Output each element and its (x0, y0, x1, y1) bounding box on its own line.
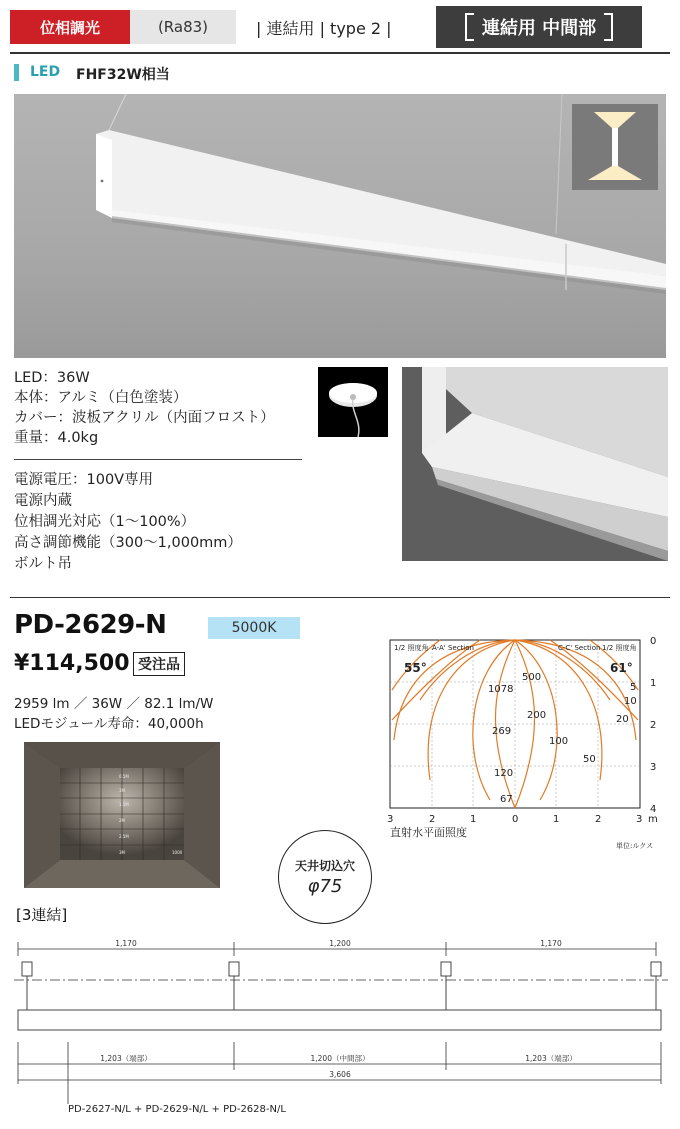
room-lux-label: 1000 (172, 850, 183, 855)
connection-diagram (6, 934, 676, 1129)
canopy-photo (318, 367, 388, 437)
y-tick: 4 (650, 804, 657, 815)
x-tick: 1 (553, 814, 560, 825)
y-tick: 3 (650, 762, 657, 773)
order-badge: 受注品 (133, 652, 185, 676)
polar-right-section: C-C' Section (558, 644, 601, 652)
polar-value: 1078 (488, 684, 514, 695)
type-text: | 連結用 | type 2 | (256, 19, 392, 38)
spec-line: 電源内蔵 (14, 493, 72, 509)
spec-line: カバー：波板アクリル（内面フロスト） (14, 410, 275, 426)
connection-label: [3連結] (16, 906, 68, 924)
connection-badge (436, 6, 642, 48)
bracket-right-icon (604, 13, 613, 41)
room-label: 1.5M (119, 802, 129, 807)
spec-line: 本体：アルミ（白色塗装） (14, 390, 188, 406)
polar-right-angle: 61° (610, 661, 633, 675)
spec-line: ボルト吊 (14, 556, 72, 572)
polar-value: 20 (616, 714, 629, 725)
divider (10, 597, 670, 598)
polar-value: 200 (527, 710, 547, 721)
room-label: 1M (119, 788, 125, 793)
polar-value: 10 (624, 696, 637, 707)
spec-list-1 (14, 368, 275, 448)
spec-list-2 (14, 470, 242, 575)
polar-value: 100 (549, 736, 569, 747)
spec-line: 位相調光対応（1～100%） (14, 514, 196, 530)
spec-line: 電源電圧：100V専用 (14, 472, 154, 488)
dim-top: 1,170 (115, 939, 137, 948)
y-tick: 0 (650, 636, 657, 647)
dim-bottom: 1,200（中間部） (310, 1054, 370, 1063)
polar-value: 500 (522, 672, 542, 683)
polar-value: 269 (492, 726, 512, 737)
led-label: LED (30, 64, 61, 80)
x-tick: 3 (636, 814, 643, 825)
room-illumination-image (24, 742, 220, 888)
room-label: 2.5M (119, 834, 129, 839)
unit-note: 単位:ルクス (616, 842, 654, 850)
cutout-label: 天井切込穴 (294, 859, 355, 873)
efficiency: 2959 lm ／ 36W ／ 82.1 lm/W (14, 696, 214, 712)
cct-badge: 5000K (208, 617, 300, 639)
polar-right-header: 1/2 照度角 (602, 644, 637, 652)
spec-line: 高さ調節機能（300～1,000mm） (14, 535, 242, 551)
polar-value: 67 (500, 794, 513, 805)
dimming-tag: 位相調光 (10, 10, 130, 44)
ra-tag: (Ra83) (130, 10, 236, 44)
polar-left-section: A-A' Section (432, 644, 474, 652)
x-unit: m (648, 814, 658, 825)
dim-total: 3,606 (329, 1070, 351, 1079)
x-tick: 1 (470, 814, 477, 825)
room-label: 0.5M (119, 774, 129, 779)
led-life: LEDモジュール寿命：40,000h (14, 716, 204, 732)
room-label: 3M (119, 850, 125, 855)
y-tick: 2 (650, 720, 657, 731)
polar-left-header: 1/2 照度角 (394, 644, 429, 652)
cutout-size: φ75 (307, 876, 343, 897)
bracket-left-icon (465, 13, 474, 41)
dim-top: 1,170 (540, 939, 562, 948)
spec-line: 重量：4.0kg (14, 430, 99, 446)
y-tick: 1 (650, 678, 657, 689)
x-tick: 2 (595, 814, 602, 825)
divider (10, 52, 670, 54)
x-tick: 0 (512, 814, 519, 825)
detail-photo (402, 367, 668, 561)
spec-divider (14, 459, 302, 460)
room-label: 2M (119, 818, 125, 823)
product-photo-art (14, 94, 666, 358)
dim-bottom: 1,203（端部） (100, 1054, 152, 1063)
led-marker (14, 64, 19, 81)
chart-caption: 直射水平面照度 (390, 826, 467, 839)
connection-formula: PD-2627-N/L + PD-2629-N/L + PD-2628-N/L (68, 1104, 286, 1115)
badge-label: 連結用 中間部 (481, 18, 597, 39)
x-tick: 3 (387, 814, 394, 825)
light-distribution-icon (572, 104, 658, 190)
x-tick: 2 (429, 814, 436, 825)
polar-value: 5 (630, 682, 637, 693)
polar-value: 120 (494, 768, 514, 779)
price: ¥114,500 (14, 651, 130, 676)
polar-value: 50 (583, 754, 596, 765)
ceiling-cutout-badge (278, 830, 372, 924)
model-number: PD-2629-N (14, 610, 167, 640)
dim-bottom: 1,203（端部） (525, 1054, 577, 1063)
led-equivalent: FHF32W相当 (76, 67, 170, 83)
product-photo (14, 94, 666, 358)
polar-left-angle: 55° (404, 661, 427, 675)
illuminance-chart (380, 630, 670, 850)
spec-line: LED：36W (14, 370, 90, 386)
dim-top: 1,200 (329, 939, 351, 948)
